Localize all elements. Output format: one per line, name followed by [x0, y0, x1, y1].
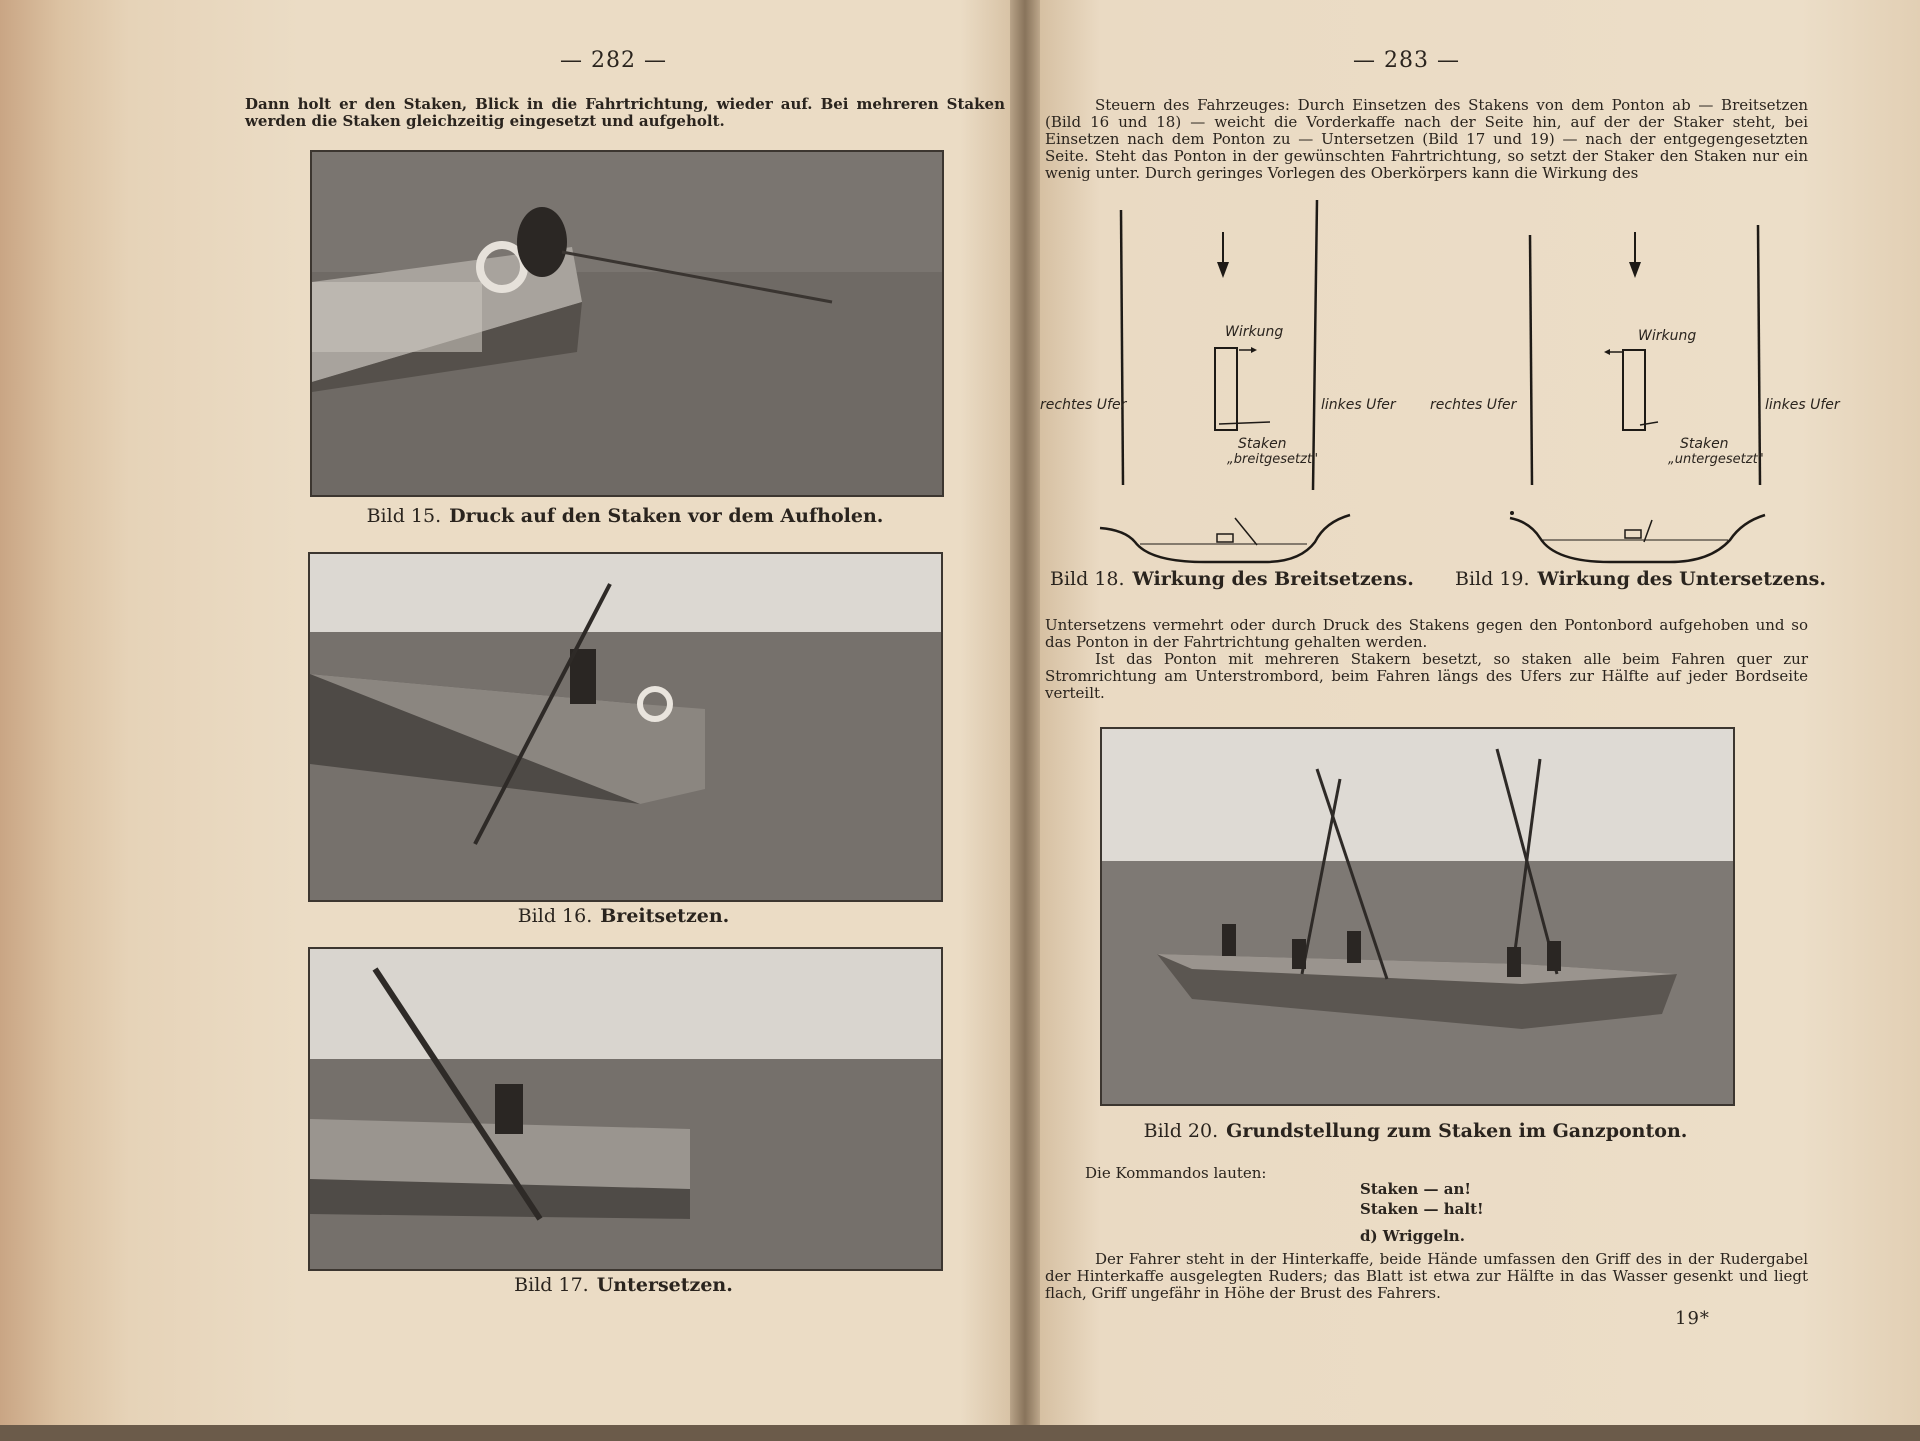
label-linkes-ufer-19: linkes Ufer — [1765, 397, 1840, 413]
diagram-bild-18 — [1035, 200, 1435, 570]
label-linkes-ufer-18: linkes Ufer — [1321, 397, 1396, 413]
label-wirkung-18: Wirkung — [1225, 324, 1284, 340]
left-intro-text: Dann holt er den Staken, Blick in die Fahrtrichtung, wieder auf. Bei mehreren Staken werden die Staken gleichzeitig eingesetzt und aufgeholt. — [245, 95, 1005, 130]
caption-bild-20 — [1100, 1120, 1731, 1142]
right-para-ponton-staker: Ist das Ponton mit mehreren Stakern besetzt, so staken alle beim Fahren quer zur Stromrichtung am Unterstrombord, beim Fahren längs des Ufers zur Hälfte auf jeder Bordseite verteilt. — [1045, 650, 1808, 702]
photo-bild-15 — [310, 150, 944, 497]
caption-bild-17-number: Bild 17. — [514, 1274, 589, 1296]
label-untergesetzt-19: „untergesetzt" — [1668, 452, 1764, 467]
caption-bild-18-number: Bild 18. — [1050, 568, 1125, 590]
caption-bild-19-number: Bild 19. — [1455, 568, 1530, 590]
diagram-bild-18-drawing — [1035, 200, 1435, 570]
caption-bild-20-title: Grundstellung zum Staken im Ganzponton. — [1226, 1120, 1688, 1142]
caption-bild-18 — [1050, 568, 1414, 590]
left-page — [130, 0, 1010, 1441]
caption-bild-17 — [308, 1274, 939, 1296]
photo-bild-16 — [308, 552, 943, 902]
caption-bild-15 — [310, 505, 940, 527]
photo-bild-20 — [1100, 727, 1735, 1106]
section-heading-wriggeln: d) Wriggeln. — [1360, 1227, 1465, 1245]
page-number-right: — 283 — — [1353, 48, 1460, 73]
label-rechtes-ufer-18: rechtes Ufer — [1040, 397, 1127, 413]
caption-bild-19-title: Wirkung des Untersetzens. — [1537, 568, 1826, 590]
right-para-steht: Steht das Ponton in der gewünschten Fahrtrichtung, so setzt der Staker den Staken nur ein wenig unter. Durch geringes Vorlegen des Oberkörpers kann die Wirkung des — [1045, 147, 1808, 182]
right-para-untersetzens: Untersetzens vermehrt oder durch Druck des Stakens gegen den Pontonbord aufgehoben und so das Ponton in der Fahrtrichtung gehalten werden. — [1045, 616, 1808, 651]
diagram-bild-19-drawing — [1430, 200, 1850, 570]
book-bottom-edge — [0, 1425, 1920, 1441]
caption-bild-17-title: Untersetzen. — [596, 1274, 733, 1296]
caption-bild-18-title: Wirkung des Breitsetzens. — [1132, 568, 1414, 590]
caption-bild-20-number: Bild 20. — [1143, 1120, 1219, 1142]
caption-bild-19 — [1455, 568, 1826, 590]
diagram-bild-19 — [1430, 200, 1850, 570]
commands-intro: Die Kommandos lauten: — [1085, 1164, 1267, 1182]
command-staken-an: Staken — an! — [1360, 1180, 1471, 1198]
caption-bild-16-number: Bild 16. — [517, 905, 593, 927]
label-rechtes-ufer-19: rechtes Ufer — [1430, 397, 1517, 413]
caption-bild-16 — [308, 905, 939, 927]
photo-bild-17 — [308, 947, 943, 1271]
label-wirkung-19: Wirkung — [1638, 328, 1697, 344]
command-staken-halt: Staken — halt! — [1360, 1200, 1484, 1218]
signature-mark: 19* — [1675, 1308, 1710, 1329]
right-para-steuern: Steuern des Fahrzeuges: Durch Einsetzen des Stakens von dem Ponton ab — Breitsetzen (Bild 16 und 18) — weicht die Vorderkaffe nach der Seite hin, auf der der Staker steht, bei Einsetzen nach dem Ponton zu — Untersetzen (Bild 17 und 19) — nach der entgegengesetzten Seite. — [1045, 96, 1808, 165]
label-staken-19: Staken — [1680, 436, 1729, 452]
right-page — [1035, 0, 1920, 1441]
right-para-fahrer: Der Fahrer steht in der Hinterkaffe, beide Hände umfassen den Griff des in der Rudergabel der Hinterkaffe ausgelegten Ruders; das Blatt ist etwa zur Hälfte in das Wasser gesenkt und liegt flach, Griff ungefähr in Höhe der Brust des Fahrers. — [1045, 1250, 1808, 1302]
label-staken-18: Staken — [1238, 436, 1287, 452]
label-breitgesetzt-18: „breitgesetzt" — [1227, 452, 1319, 467]
caption-bild-15-number: Bild 15. — [366, 505, 442, 527]
caption-bild-16-title: Breitsetzen. — [600, 905, 730, 927]
page-number-left: — 282 — — [560, 48, 667, 73]
caption-bild-15-title: Druck auf den Staken vor dem Aufholen. — [449, 505, 884, 527]
